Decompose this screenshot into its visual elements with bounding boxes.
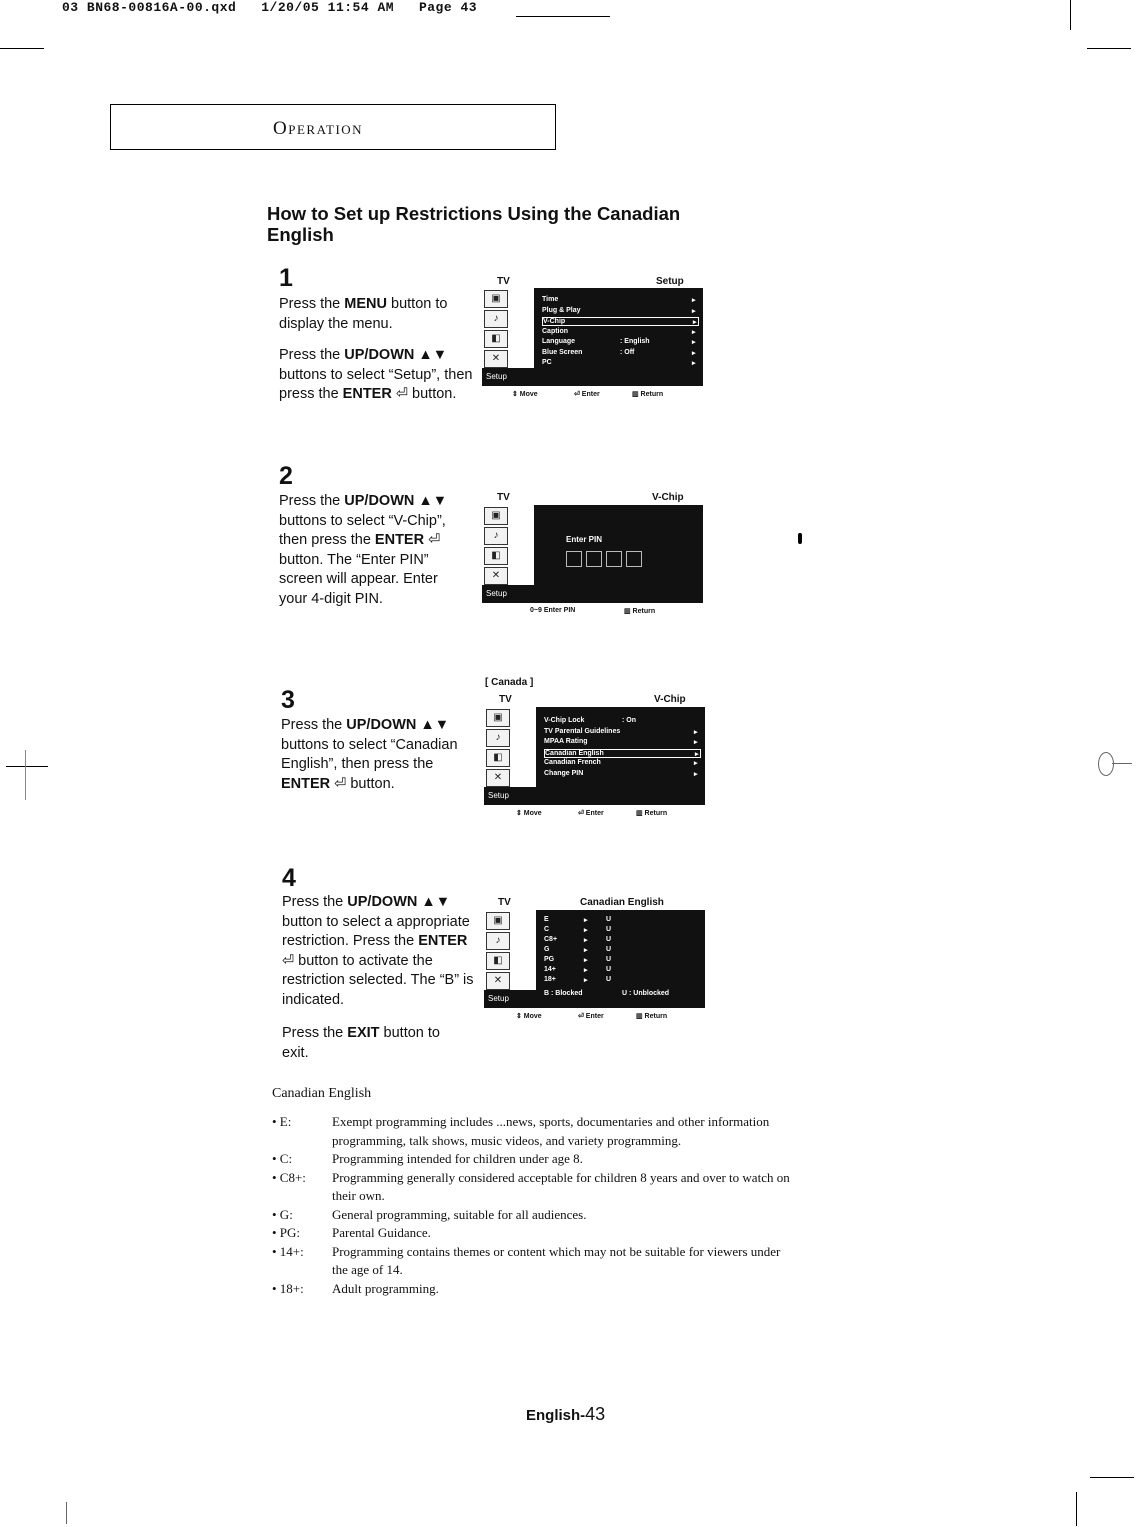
osd-menu-item[interactable]: [542, 296, 697, 303]
crop-mark-left-mid-v: [25, 750, 26, 800]
sound-icon: ♪: [486, 932, 510, 950]
osd-4-footer-move: ⇕ Move: [516, 1013, 542, 1020]
instruction-text: ⏎ button.: [330, 775, 395, 792]
instruction-text: Press the: [282, 894, 348, 910]
osd-3-region-label: [ Canada ]: [485, 677, 534, 688]
osd-menu-arrow: U: [606, 926, 612, 933]
osd-menu-label: Caption: [542, 327, 569, 335]
osd-2-pin-panel: [534, 505, 703, 603]
step-4-para-2: [282, 1024, 462, 1063]
section-header-box: [110, 104, 556, 150]
osd-menu-arrow: ▸: [693, 319, 697, 326]
osd-menu-label: Canadian English: [545, 749, 604, 757]
setup-icon: ✕: [486, 972, 510, 990]
instruction-text: buttons to select “Setup”, then press the: [279, 366, 473, 402]
osd-menu-item[interactable]: [542, 307, 697, 314]
osd-3-footer-move: ⇕ Move: [516, 810, 542, 817]
osd-menu-item[interactable]: [544, 966, 699, 973]
osd-menu-arrow: ▸: [694, 770, 698, 778]
sound-icon: ♪: [486, 729, 510, 747]
osd-menu-value: ▸: [584, 977, 588, 984]
osd-menu-value: : Off: [620, 348, 635, 356]
button-name: UP/DOWN ▲▼: [347, 894, 451, 910]
rating-code: • 14+:: [272, 1243, 304, 1259]
osd-menu-item[interactable]: [542, 359, 697, 366]
osd-menu-label: V-Chip: [543, 318, 566, 325]
osd-menu-label: TV Parental Guidelines: [544, 727, 621, 735]
osd-menu-arrow: U: [606, 946, 612, 953]
osd-4-sidebar: [484, 910, 537, 1008]
button-name: MENU: [344, 296, 387, 312]
rating-description: Parental Guidance.: [332, 1225, 431, 1240]
sound-icon: ♪: [484, 527, 508, 545]
channel-icon: ◧: [486, 749, 510, 767]
ratings-title: Canadian English: [272, 1086, 372, 1101]
osd-4-legend-blocked: B : Blocked: [544, 990, 583, 997]
osd-menu-value: ▸: [584, 927, 588, 934]
osd-menu-item[interactable]: [544, 946, 699, 953]
rating-description: Exempt programming includes ...news, sports, documentaries and other information programming, talk shows, music videos, and variety programming.: [332, 1114, 770, 1148]
step-text-3: [281, 716, 461, 806]
page-prefix: English-: [526, 1407, 586, 1424]
rating-item: [272, 1280, 792, 1299]
button-name: ENTER: [374, 532, 425, 548]
osd-menu-value: ▸: [584, 957, 588, 964]
pin-box-2[interactable]: [586, 551, 602, 567]
osd-3-sidebar: [484, 707, 537, 805]
osd-menu-item[interactable]: [544, 956, 699, 963]
osd-3-footer-return: ▥ Return: [636, 810, 668, 817]
button-name: UP/DOWN ▲▼: [344, 347, 448, 363]
osd-1-setup-tab: Setup: [482, 368, 538, 386]
sound-icon: ♪: [484, 310, 508, 328]
osd-menu-arrow: ▸: [694, 728, 698, 736]
osd-menu-label: E: [544, 916, 549, 923]
osd-4-setup-tab: Setup: [484, 990, 540, 1008]
osd-menu-arrow: ▸: [692, 297, 696, 304]
instruction-text: buttons to select “V-Chip”, then press the: [279, 512, 446, 548]
picture-icon: ▣: [484, 290, 508, 308]
instruction-text: button to display the menu.: [279, 296, 448, 332]
pin-box-1[interactable]: [566, 551, 582, 567]
osd-menu-item[interactable]: [544, 759, 699, 766]
channel-icon: ◧: [484, 547, 508, 565]
rating-item: [272, 1243, 792, 1280]
osd-menu-item[interactable]: [542, 349, 697, 356]
rating-code: • PG:: [272, 1225, 301, 1240]
instruction-text: ⏎ button.: [391, 386, 457, 402]
margin-mark: [798, 533, 802, 544]
page-number-value: 43: [585, 1404, 606, 1424]
instruction-text: ⏎ button to activate the restriction selected. The “B” is indicated.: [282, 952, 474, 1008]
rating-code: • 18+:: [272, 1280, 304, 1296]
ratings-list: [272, 1113, 792, 1298]
instruction-text: button to select a appropriate restriction. Press the: [282, 913, 470, 949]
step-text-1: [279, 295, 479, 417]
crop-mark-bottom-right: [1090, 1477, 1134, 1478]
setup-icon: ✕: [484, 567, 508, 585]
step-text-4: [282, 893, 482, 1075]
osd-menu-item[interactable]: [544, 717, 699, 724]
crop-mark-bottom-right-v: [1076, 1492, 1077, 1526]
osd-2-footer-enter-pin: 0~9 Enter PIN: [530, 607, 576, 614]
crop-mark-left-mid: [6, 766, 48, 767]
osd-menu-item[interactable]: [544, 916, 699, 923]
page-number: [526, 1404, 605, 1425]
instruction-text: ⏎ button. The “Enter PIN” screen will appear. Enter your 4-digit PIN.: [279, 532, 441, 607]
osd-4-footer-enter: ⏎ Enter: [578, 1013, 604, 1020]
osd-menu-arrow: ▸: [692, 349, 696, 357]
osd-menu-arrow: ▸: [692, 360, 696, 367]
osd-1-footer-move: ⇕ Move: [512, 391, 538, 398]
osd-menu-value: : English: [620, 338, 650, 345]
crop-mark-bottom-left-v: [66, 1502, 67, 1524]
rating-description: Programming intended for children under age 8.: [332, 1151, 583, 1166]
picture-icon: ▣: [486, 912, 510, 930]
osd-menu-label: C8+: [544, 936, 558, 943]
rating-item: [272, 1206, 792, 1225]
osd-1-right-label: Setup: [656, 276, 684, 287]
setup-icon: ✕: [484, 350, 508, 368]
osd-1-footer-return: ▥ Return: [632, 391, 664, 398]
osd-2-sidebar: [482, 505, 535, 603]
crop-mark-top-right-v: [1070, 0, 1071, 30]
rating-item: [272, 1224, 792, 1243]
osd-menu-arrow: ▸: [692, 328, 696, 336]
channel-icon: ◧: [486, 952, 510, 970]
osd-1-menu-panel: [534, 288, 703, 386]
osd-1-footer-enter: ⏎ Enter: [574, 391, 600, 398]
setup-icon: ✕: [486, 769, 510, 787]
osd-2-right-label: V-Chip: [652, 492, 684, 503]
rating-code: • G:: [272, 1206, 293, 1222]
osd-3-menu-panel: [536, 707, 705, 805]
osd-2-left-label: TV: [497, 492, 510, 503]
crop-mark-top-right: [1087, 48, 1131, 49]
instruction-text: Press the: [279, 296, 345, 312]
osd-menu-arrow: U: [606, 956, 612, 963]
osd-menu-item[interactable]: [542, 328, 697, 335]
step-number-2: 2: [279, 462, 293, 490]
osd-1-left-label: TV: [497, 276, 510, 287]
osd-menu-item[interactable]: [542, 338, 697, 345]
button-name: UP/DOWN ▲▼: [344, 493, 448, 509]
button-name: UP/DOWN ▲▼: [346, 717, 450, 733]
rating-description: General programming, suitable for all audiences.: [332, 1206, 587, 1222]
rating-item: [272, 1113, 792, 1150]
osd-menu-arrow: U: [606, 976, 612, 983]
step-3-para-1: [281, 716, 461, 794]
osd-menu-label: PG: [544, 956, 555, 963]
osd-3-setup-tab: Setup: [484, 787, 540, 805]
button-name: EXIT: [347, 1025, 380, 1041]
rating-code: • C:: [272, 1151, 293, 1166]
osd-menu-arrow: ▸: [694, 760, 698, 767]
osd-menu-value: ▸: [584, 917, 588, 924]
osd-menu-item[interactable]: [544, 926, 699, 933]
instruction-text: Press the: [281, 717, 347, 733]
picture-icon: ▣: [486, 709, 510, 727]
osd-menu-label: 14+: [544, 966, 556, 973]
osd-4-legend-unblocked: U : Unblocked: [622, 990, 670, 997]
osd-2-setup-tab: Setup: [482, 585, 538, 603]
osd-menu-arrow: ▸: [692, 307, 696, 315]
button-name: ENTER: [281, 775, 331, 792]
instruction-text: button to exit.: [282, 1025, 440, 1061]
channel-icon: ◧: [484, 330, 508, 348]
osd-menu-label: Blue Screen: [542, 348, 583, 356]
rating-item: [272, 1150, 792, 1169]
osd-menu-label: Language: [542, 338, 576, 345]
osd-3-footer-enter: ⏎ Enter: [578, 810, 604, 817]
step-number-4: 4: [282, 864, 296, 892]
osd-menu-item[interactable]: [544, 738, 699, 745]
osd-menu-label: C: [544, 926, 550, 933]
osd-3-right-label: V-Chip: [654, 694, 686, 705]
osd-4-right-label: Canadian English: [580, 897, 664, 908]
osd-menu-label: 18+: [544, 976, 556, 983]
slug-underline: [516, 16, 610, 17]
rating-description: Adult programming.: [332, 1280, 439, 1296]
pin-prompt: Enter PIN: [566, 535, 603, 544]
picture-icon: ▣: [484, 507, 508, 525]
step-4-para-1: [282, 893, 482, 1010]
registration-mark-right-line: [1112, 763, 1132, 764]
step-number-1: 1: [279, 264, 293, 292]
step-2-para-1: [279, 492, 454, 609]
osd-menu-value: ▸: [584, 947, 588, 954]
osd-4-footer-return: ▥ Return: [636, 1013, 668, 1020]
osd-menu-item[interactable]: [544, 728, 699, 735]
osd-menu-label: Canadian French: [544, 759, 601, 766]
osd-menu-label: V-Chip Lock: [544, 717, 585, 724]
osd-menu-arrow: U: [606, 916, 612, 923]
instruction-text: buttons to select “Canadian English”, then press the: [281, 736, 458, 772]
osd-menu-arrow: U: [606, 966, 612, 973]
button-name: ENTER: [418, 933, 468, 949]
rating-item: [272, 1169, 792, 1206]
osd-menu-value: : On: [622, 717, 636, 724]
osd-menu-arrow: ▸: [695, 750, 699, 758]
osd-menu-value: ▸: [584, 967, 588, 974]
osd-menu-item[interactable]: [544, 936, 699, 943]
pin-box-4[interactable]: [626, 551, 642, 567]
osd-menu-value: ▸: [584, 937, 588, 944]
osd-3-left-label: TV: [499, 694, 512, 705]
osd-menu-label: PC: [542, 359, 552, 366]
step-number-3: 3: [281, 686, 295, 714]
osd-4-left-label: TV: [498, 897, 511, 908]
osd-menu-item[interactable]: [544, 976, 699, 983]
rating-code: • C8+:: [272, 1169, 306, 1185]
pin-box-3[interactable]: [606, 551, 622, 567]
osd-menu-arrow: ▸: [692, 339, 696, 346]
osd-menu-arrow: U: [606, 936, 612, 943]
rating-description: Programming generally considered acceptable for children 8 years and over to watch on their own.: [332, 1169, 790, 1203]
step-text-2: [279, 492, 454, 621]
print-slug: 03 BN68-00816A-00.qxd 1/20/05 11:54 AM Page 43: [62, 0, 478, 15]
osd-menu-label: Plug & Play: [542, 306, 581, 314]
crop-mark-top-left: [0, 48, 44, 49]
osd-menu-label: G: [544, 946, 550, 953]
instruction-text: Press the: [279, 493, 345, 509]
step-1-para-1: [279, 295, 479, 334]
osd-menu-item[interactable]: [542, 317, 699, 326]
step-1-para-2: [279, 346, 479, 405]
instruction-text: Press the: [282, 1025, 348, 1041]
registration-mark-right: [1098, 752, 1114, 776]
button-name: ENTER: [342, 386, 392, 402]
osd-menu-arrow: ▸: [694, 739, 698, 746]
osd-1-sidebar: [482, 288, 535, 386]
osd-2-footer-return: ▥ Return: [624, 608, 656, 615]
osd-menu-item[interactable]: [544, 749, 701, 758]
page-heading: How to Set up Restrictions Using the Canadian English: [267, 203, 681, 245]
osd-menu-item[interactable]: [544, 770, 699, 777]
osd-4-rating-panel: [536, 910, 705, 1008]
rating-description: Programming contains themes or content which may not be suitable for viewers under the age of 14.: [332, 1243, 781, 1277]
rating-code: • E:: [272, 1114, 292, 1129]
osd-menu-label: Change PIN: [544, 769, 584, 777]
section-title: Operation: [273, 118, 364, 139]
osd-menu-label: Time: [542, 296, 559, 303]
instruction-text: Press the: [279, 347, 345, 363]
osd-menu-label: MPAA Rating: [544, 738, 588, 745]
